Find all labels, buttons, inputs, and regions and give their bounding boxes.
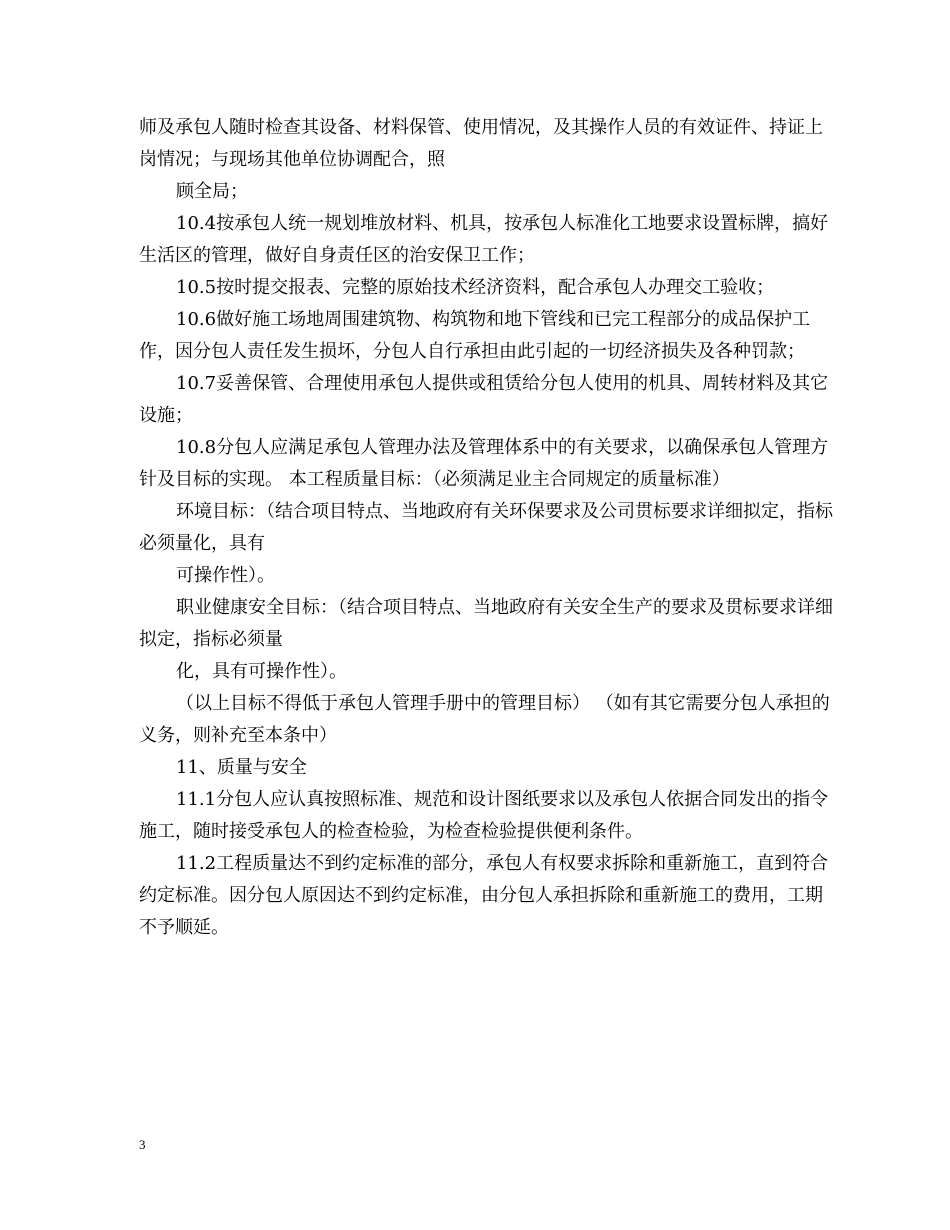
paragraph: 10.7妥善保管、合理使用承包人提供或租赁给分包人使用的机具、周转材料及其它设施； <box>139 373 829 426</box>
paragraph: 10.8分包人应满足承包人管理办法及管理体系中的有关要求，以确保承包人管理方针及目标的实现。 本工程质量目标：（必须满足业主合同规定的质量标准） <box>139 437 829 490</box>
paragraph: 化，具有可操作性）。 <box>176 661 347 682</box>
paragraph: 10.6做好施工场地周围建筑物、构筑物和地下管线和已完工程部分的成品保护工作，因分包人责任发生损坏，分包人自行承担由此引起的一切经济损失及各种罚款； <box>139 309 811 362</box>
paragraph: （以上目标不得低于承包人管理手册中的管理目标） （如有其它需要分包人承担的义务，则补充至本条中） <box>139 693 830 746</box>
paragraph: 10.5按时提交报表、完整的原始技术经济资料，配合承包人办理交工验收； <box>176 277 775 298</box>
paragraph: 11.2工程质量达不到约定标准的部分，承包人有权要求拆除和重新施工，直到符合约定标准。因分包人原因达不到约定标准，由分包人承担拆除和重新施工的费用，工期不予顺延。 <box>139 853 829 938</box>
paragraph: 可操作性）。 <box>176 565 275 586</box>
page-number: 3 <box>139 1137 146 1152</box>
paragraph: 10.4按承包人统一规划堆放材料、机具，按承包人标准化工地要求设置标牌，搞好生活区的管理，做好自身责任区的治安保卫工作； <box>139 213 829 266</box>
section-heading: 11、质量与安全 <box>176 757 307 778</box>
paragraph: 职业健康安全目标：（结合项目特点、当地政府有关安全生产的要求及贯标要求详细拟定，指标必须量 <box>139 597 833 650</box>
document-body <box>139 112 839 944</box>
paragraph: 11.1分包人应认真按照标准、规范和设计图纸要求以及承包人依据合同发出的指令施工，随时接受承包人的检查检验，为检查检验提供便利条件。 <box>139 789 829 842</box>
paragraph: 环境目标：（结合项目特点、当地政府有关环保要求及公司贯标要求详细拟定，指标必须量化，具有 <box>139 501 833 554</box>
paragraph: 师及承包人随时检查其设备、材料保管、使用情况，及其操作人员的有效证件、持证上岗情况；与现场其他单位协调配合，照 <box>139 117 823 170</box>
paragraph: 顾全局； <box>176 181 248 202</box>
